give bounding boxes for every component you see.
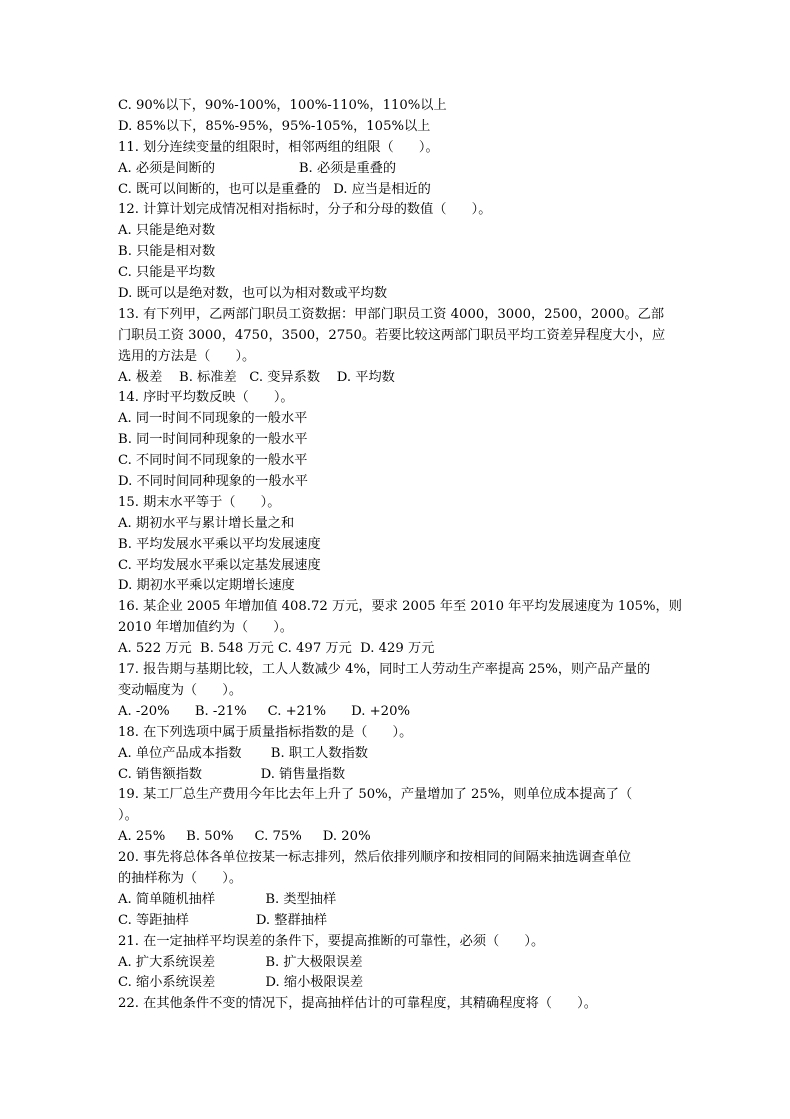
text-line: C. 既可以间断的，也可以是重叠的 D. 应当是相近的 [118, 181, 431, 197]
text-line: B. 平均发展水平乘以平均发展速度 [118, 536, 321, 552]
text-line: 19. 某工厂总生产费用今年比去年上升了 50%，产量增加了 25%，则单位成本提高了（ [118, 787, 633, 803]
text-line: 选用的方法是（ ）。 [118, 348, 256, 364]
text-line: 21. 在一定抽样平均误差的条件下，要提高推断的可靠性，必须（ ）。 [118, 933, 545, 949]
text-line: A. 单位产品成本指数 B. 职工人数指数 [118, 745, 368, 761]
text-line: A. 必须是间断的 B. 必须是重叠的 [118, 160, 397, 176]
text-line: A. 极差 B. 标准差 C. 变异系数 D. 平均数 [118, 369, 395, 385]
text-line: C. 不同时间不同现象的一般水平 [118, 453, 308, 469]
text-line: 20. 事先将总体各单位按某一标志排列，然后依排列顺序和按相同的间隔来抽选调查单位 [118, 850, 632, 866]
text-line: 门职员工资 3000，4750，3500，2750。若要比较这两部门职员平均工资差异程度大小，应 [118, 327, 666, 343]
text-line: ）。 [118, 808, 138, 824]
text-line: 12. 计算计划完成情况相对指标时，分子和分母的数值（ ）。 [118, 202, 492, 218]
text-line: B. 只能是相对数 [118, 244, 216, 260]
text-line: A. 522 万元 B. 548 万元 C. 497 万元 D. 429 万元 [118, 641, 435, 657]
text-line: A. 同一时间不同现象的一般水平 [118, 411, 308, 427]
text-line: C. 只能是平均数 [118, 265, 216, 281]
text-line: 13. 有下列甲，乙两部门职员工资数据：甲部门职员工资 4000，3000，2500，2000。乙部 [118, 306, 665, 322]
text-line: C. 等距抽样 D. 整群抽样 [118, 912, 328, 928]
text-line: 15. 期末水平等于（ ）。 [118, 494, 281, 510]
text-line: 16. 某企业 2005 年增加值 408.72 万元，要求 2005 年至 2010 年平均发展速度为 105%，则 [118, 599, 682, 615]
text-line: C. 90%以下，90%-100%，100%-110%，110%以上 [118, 98, 447, 113]
text-line: 17. 报告期与基期比较，工人人数减少 4%，同时工人劳动生产率提高 25%，则产品产量的 [118, 662, 651, 678]
text-line: C. 平均发展水平乘以定基发展速度 [118, 557, 321, 573]
text-line: A. 只能是绝对数 [118, 223, 216, 239]
text-line: C. 缩小系统误差 D. 缩小极限误差 [118, 975, 364, 991]
text-line: D. 85%以下，85%-95%，95%-105%，105%以上 [118, 118, 431, 134]
text-line: D. 期初水平乘以定期增长速度 [118, 578, 295, 594]
text-line: D. 既可以是绝对数，也可以为相对数或平均数 [118, 286, 388, 302]
text-line: A. 25% B. 50% C. 75% D. 20% [118, 829, 371, 845]
text-line: 18. 在下列选项中属于质量指标指数的是（ ）。 [118, 724, 413, 740]
text-line: 14. 序时平均数反映（ ）。 [118, 390, 294, 406]
text-line: A. 期初水平与累计增长量之和 [118, 515, 295, 531]
text-line: C. 销售额指数 D. 销售量指数 [118, 766, 346, 782]
text-line: 变动幅度为（ ）。 [118, 682, 243, 698]
text-line: A. 简单随机抽样 B. 类型抽样 [118, 891, 337, 907]
text-line: D. 不同时间同种现象的一般水平 [118, 474, 308, 490]
text-line: 2010 年增加值约为（ ）。 [118, 620, 293, 636]
text-line: 22. 在其他条件不变的情况下，提高抽样估计的可靠程度，其精确程度将（ ）。 [118, 996, 597, 1012]
text-line: B. 同一时间同种现象的一般水平 [118, 432, 308, 448]
document-page [118, 96, 682, 1015]
text-line: 11. 划分连续变量的组限时，相邻两组的组限（ ）。 [118, 139, 439, 155]
text-line: A. -20% B. -21% C. +21% D. +20% [118, 703, 410, 719]
text-line: A. 扩大系统误差 B. 扩大极限误差 [118, 954, 363, 970]
text-line: 的抽样称为（ ）。 [118, 870, 243, 886]
